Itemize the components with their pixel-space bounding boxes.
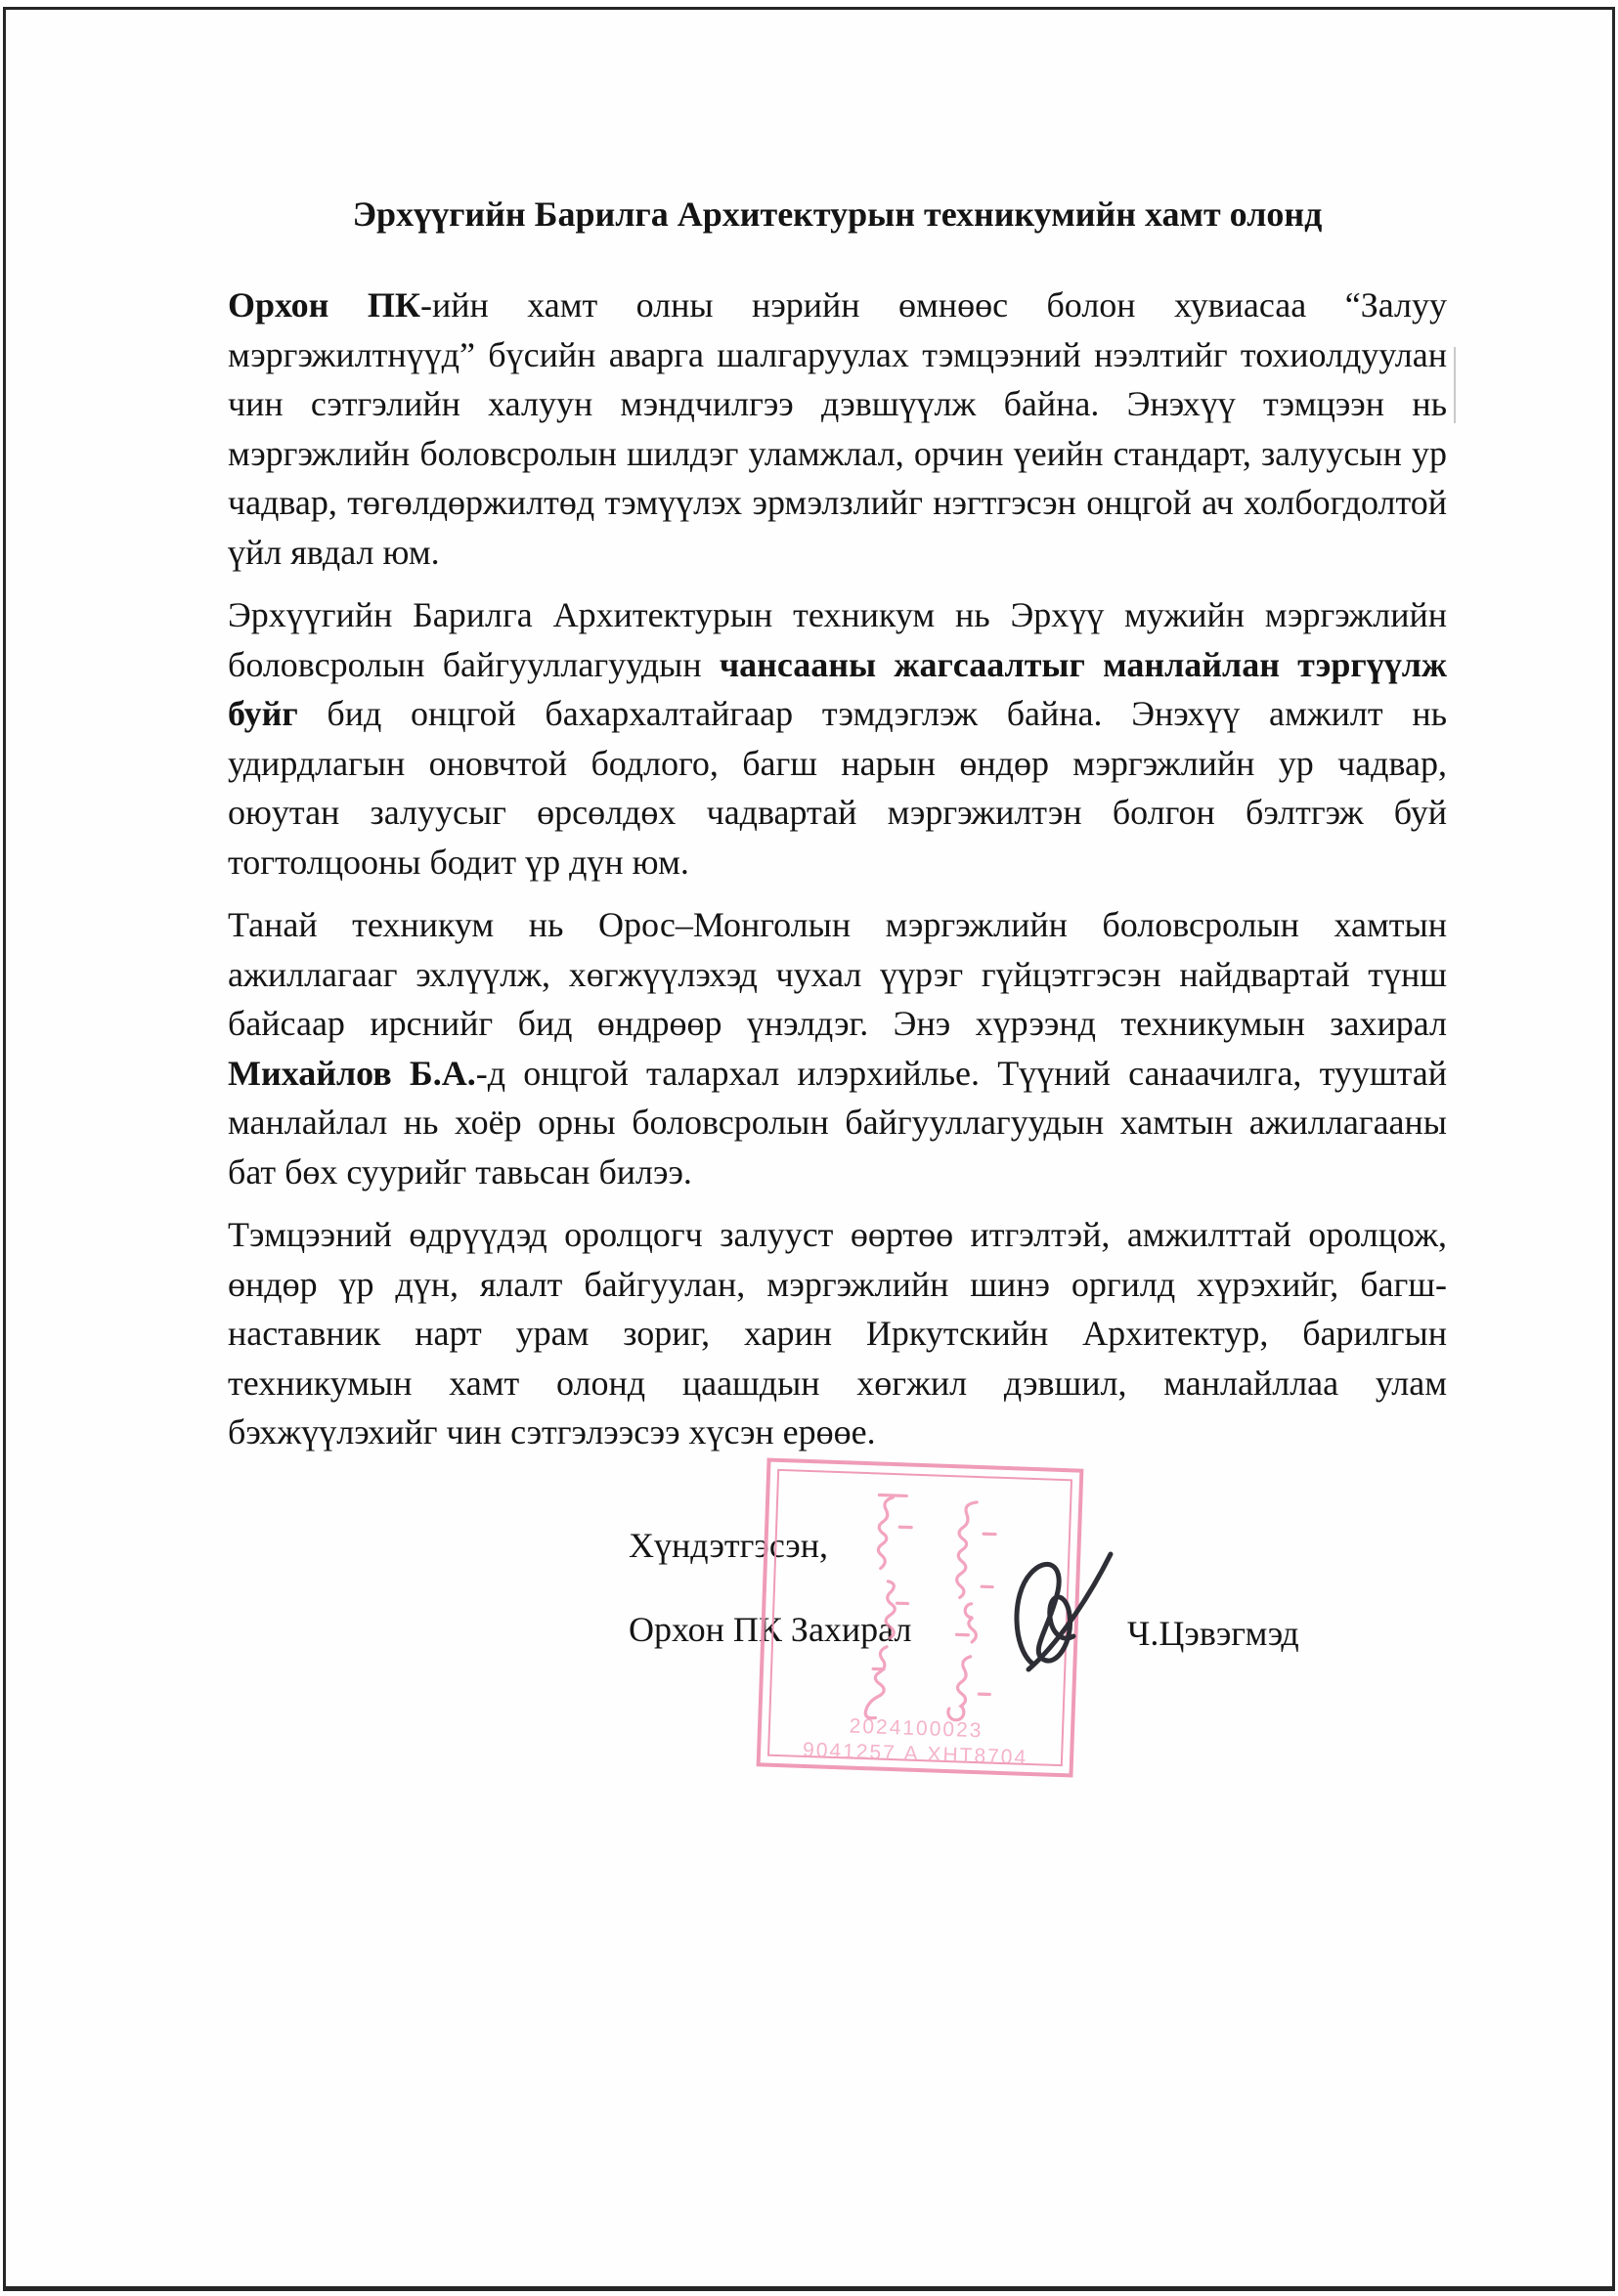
paragraph: Танай техникум нь Орос–Монголын мэргэжлийн боловсролын хамтын ажиллагааг эхлүүлж, хөгжүүлэхэд чухал үүрэг гүйцэтгэсэн найдвартай түнш байсаар ирснийг бид өндрөөр үнэлдэг. Энэ хүрээнд техникумын захирал Михайлов Б.А.-д онцгой талархал илэрхийлье. Түүний санаачилга, тууштай манлайлал нь хоёр орны боловсролын байгууллагуудын хамтын ажиллагааны бат бөх суурийг тавьсан билээ. — [228, 905, 1447, 1191]
scan-artifact — [1454, 347, 1456, 423]
paragraph: Эрхүүгийн Барилга Архитектурын техникум нь Эрхүү мужийн мэргэжлийн боловсролын байгууллагуудын чансааны жагсаалтыг манлайлан тэргүүлж буйг бид онцгой бахархалтайгаар тэмдэглэж байна. Энэхүү амжилт нь удирдлагын оновчтой бодлого, багш нарын өндөр мэргэжлийн ур чадвар, оюутан залуусыг өрсөлдөх чадвартай мэргэжилтэн болгон бэлтгэж буй тогтолцооны бодит үр дүн юм. — [228, 595, 1447, 882]
letter-title: Эрхүүгийн Барилга Архитектурын техникумийн хамт олонд — [352, 195, 1323, 234]
closing-salutation: Хүндэтгэсэн, — [629, 1526, 829, 1565]
stamp-registration-number: 2024100023 — [849, 1714, 984, 1743]
handwritten-signature-icon — [999, 1535, 1126, 1681]
signer-name: Ч.Цэвэгмэд — [1127, 1614, 1299, 1653]
body-paragraphs — [228, 281, 1447, 1457]
paragraph: Тэмцээний өдрүүдэд оролцогч залууст өөртөө итгэлтэй, амжилттай оролцож, өндөр үр дүн, ялалт байгуулан, мэргэжлийн шинэ оргилд хүрэхийг, багш-наставник нарт урам зориг, харин Иркутскийн Архитектур, барилгын техникумын хамт олонд цаашдын хөгжил дэвшил, манлайллаа улам бэхжүүлэхийг чин сэтгэлээсээ хүсэн ерөөе. — [228, 1215, 1447, 1451]
stamp-certificate-number: 9041257 А ХНТ8704 — [802, 1738, 1028, 1769]
paragraph: Орхон ПК-ийн хамт олны нэрийн өмнөөс болон хувиасаа “Залуу мэргэжилтнүүд” бүсийн аварга шалгаруулах тэмцээний нээлтийг тохиолдуулан чин сэтгэлийн халуун мэндчилгээ дэвшүүлж байна. Энэхүү тэмцээн нь мэргэжлийн боловсролын шилдэг уламжлал, орчин үеийн стандарт, залуусын ур чадвар, төгөлдөржилтөд тэмүүлэх эрмэлзлийг нэгтгэсэн онцгой ач холбогдолтой үйл явдал юм. — [228, 285, 1447, 572]
letter-body — [228, 0, 1447, 1471]
signer-title: Орхон ПК Захирал — [629, 1610, 912, 1649]
